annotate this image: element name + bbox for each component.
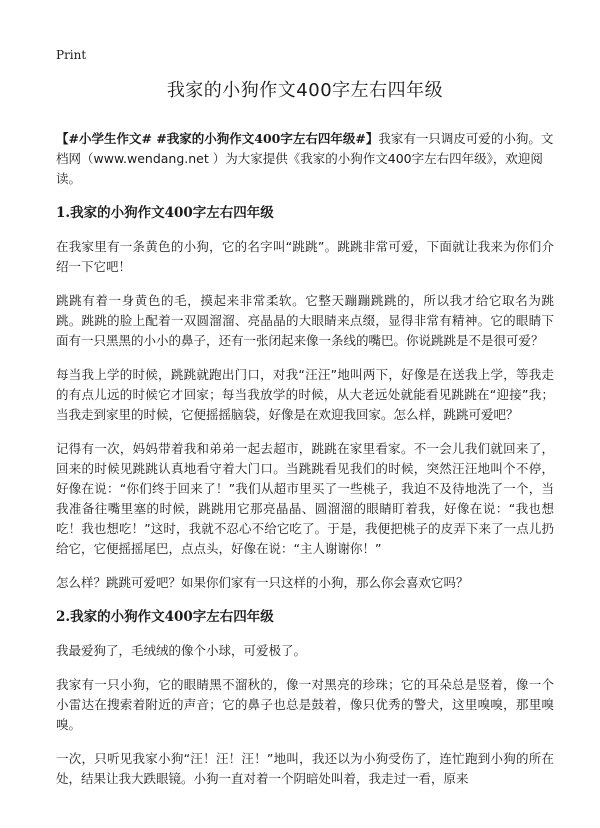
intro-tags: 【#小学生作文# #我家的小狗作文400字左右四年级#】 — [56, 131, 379, 146]
print-link[interactable]: Print — [56, 48, 87, 62]
section-1-paragraph: 怎么样？跳跳可爱吧？如果你们家有一只这样的小狗，那么你会喜欢它吗？ — [56, 575, 469, 590]
section-2-paragraph: 一次，只听见我家小狗“汪！汪！汪！”地叫，我还以为小狗受伤了，连忙跑到小狗的所在处，结果让我大跌眼镜。小狗一直对着一个阴暗处叫着，我走过一看，原来 — [56, 751, 554, 786]
section-1-heading: 1.我家的小狗作文400字左右四年级 — [56, 205, 274, 221]
section-1-paragraph: 每当我上学的时候，跳跳就跑出门口，对我“汪汪”地叫两下，好像是在送我上学，等我走的有点儿远的时候它才回家；每当我放学的时候，从大老远处就能看见跳跳在“迎接”我；当我走到家里的时候，它便摇摇脑袋，好像是在欢迎我回家。怎么样，跳跳可爱吧？ — [56, 367, 554, 422]
intro-paragraph — [56, 129, 554, 189]
section-1-paragraph: 在我家里有一条黄色的小狗，它的名字叫“跳跳”。跳跳非常可爱，下面就让我来为你们介绍一下它吧！ — [56, 239, 554, 274]
intro-text: 我家有一只调皮可爱的小狗。文档网（www.wendang.net ）为大家提供《我家的小狗作文400字左右四年级》，欢迎阅读。 — [56, 131, 554, 186]
section-2-paragraph: 我最爱狗了，毛绒绒的像个小球，可爱极了。 — [56, 643, 307, 658]
section-2-heading: 2.我家的小狗作文400字左右四年级 — [56, 609, 274, 625]
section-2-paragraph: 我家有一只小狗，它的眼睛黑不溜秋的，像一对黑亮的珍珠；它的耳朵总是竖着，像一个小雷达在搜索着附近的声音；它的鼻子也总是鼓着，像只优秀的警犬，这里嗅嗅，那里嗅嗅。 — [56, 677, 554, 732]
section-1-paragraph: 跳跳有着一身黄色的毛，摸起来非常柔软。它整天蹦蹦跳跳的，所以我才给它取名为跳跳。跳跳的脸上配着一双圆溜溜、亮晶晶的大眼睛来点缀，显得非常有精神。它的眼睛下面有一只黑黑的小小的鼻子，还有一张闭起来像一条线的嘴巴。你说跳跳是不是很可爱？ — [56, 293, 554, 348]
page-title: 我家的小狗作文400字左右四年级 — [166, 80, 444, 101]
section-1-paragraph: 记得有一次，妈妈带着我和弟弟一起去超市，跳跳在家里看家。不一会儿我们就回来了，回来的时候见跳跳认真地看守着大门口。当跳跳看见我们的时候，突然汪汪地叫个不停，好像在说：“你们终于回来了！”我们从超市里买了一些桃子，我迫不及待地洗了一个，当我准备往嘴里塞的时候，跳跳用它那亮晶晶、圆溜溜的眼睛盯着我，好像在说：“我也想吃！我也想吃！”这时，我就不忍心不给它吃了。于是，我便把桃子的皮弄下来了一点儿扔给它，它便摇摇尾巴，点点头，好像在说：“主人谢谢你！” — [56, 441, 554, 556]
